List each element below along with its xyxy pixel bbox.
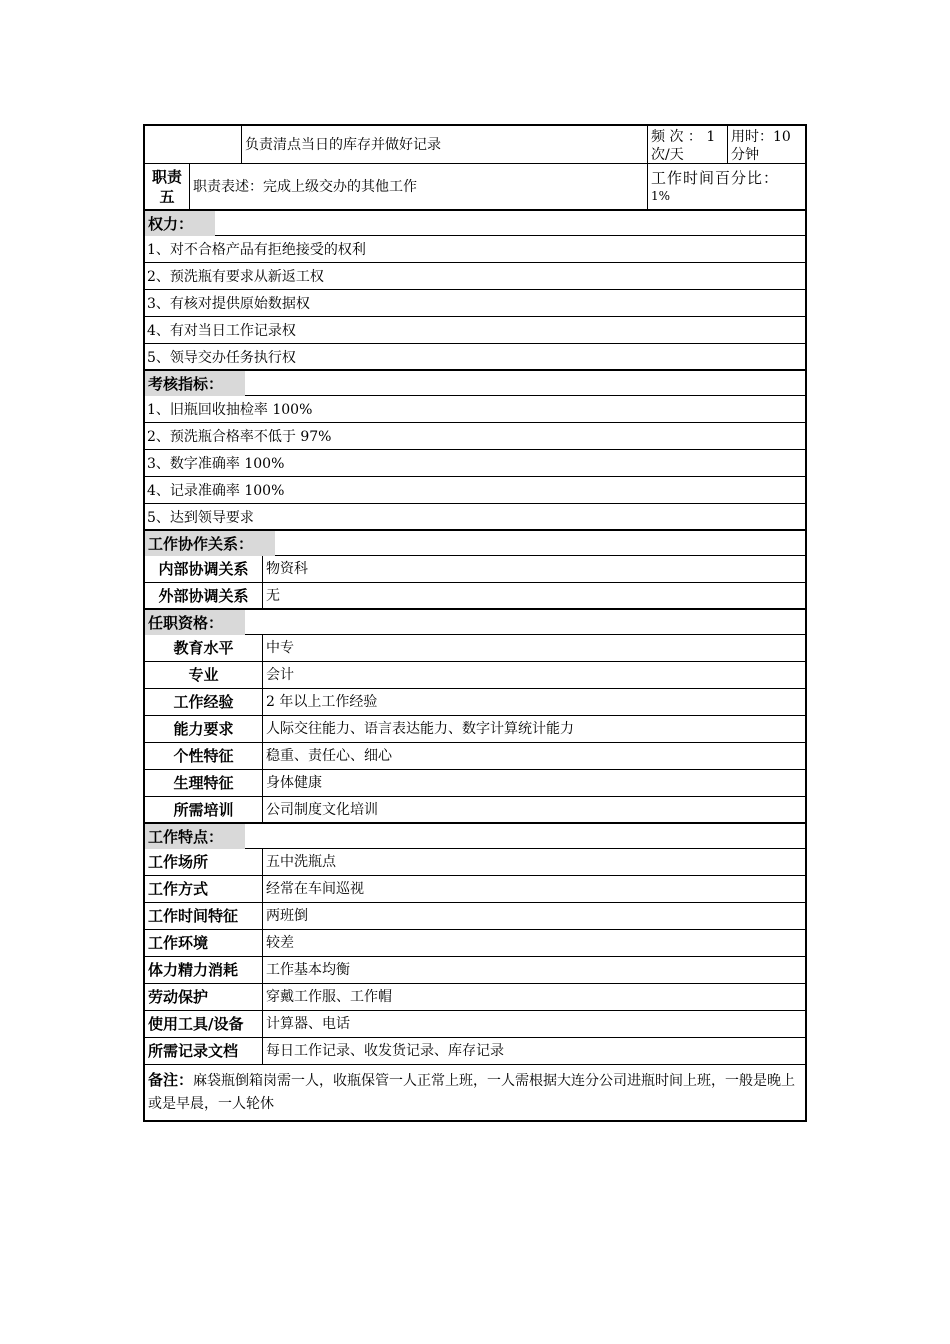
job-description-table (143, 124, 807, 1122)
qualification-row (143, 689, 807, 716)
features-label: 体力精力消耗 (145, 957, 263, 983)
duty5-percent-value: 1% (651, 188, 671, 203)
power-item-text: 1、对不合格产品有拒绝接受的权利 (147, 242, 366, 258)
features-label: 工作方式 (145, 876, 263, 902)
cooperation-label: 外部协调关系 (145, 583, 263, 608)
assessment-item (143, 450, 807, 477)
power-item (143, 263, 807, 290)
features-row (143, 984, 807, 1011)
qualification-label: 个性特征 (145, 743, 263, 769)
qualification-row (143, 662, 807, 689)
power-item-text: 3、有核对提供原始数据权 (147, 296, 310, 312)
features-value: 两班倒 (266, 908, 308, 924)
features-value: 每日工作记录、收发货记录、库存记录 (266, 1043, 504, 1059)
features-value: 较差 (266, 935, 294, 951)
qualification-header-row (143, 610, 807, 635)
features-label: 工作环境 (145, 930, 263, 956)
qualification-row (143, 770, 807, 797)
qualification-label: 能力要求 (145, 716, 263, 742)
features-row (143, 930, 807, 957)
power-header-row (143, 211, 807, 236)
features-label: 劳动保护 (145, 984, 263, 1010)
duty5-percent-label: 工作时间百分比： (651, 168, 780, 187)
qualification-value: 稳重、责任心、细心 (266, 748, 392, 764)
assessment-item-text: 4、记录准确率 100% (147, 483, 285, 499)
features-value: 工作基本均衡 (266, 962, 350, 978)
features-value: 计算器、电话 (266, 1016, 350, 1032)
assessment-item (143, 504, 807, 531)
features-value: 经常在车间巡视 (266, 881, 364, 897)
assessment-header-row (143, 371, 807, 396)
features-row (143, 876, 807, 903)
duty5-description: 职责表述：完成上级交办的其他工作 (190, 164, 648, 209)
cooperation-row (143, 556, 807, 583)
qualification-value: 会计 (266, 667, 294, 683)
cooperation-label: 内部协调关系 (145, 556, 263, 582)
remark-row (143, 1065, 807, 1122)
qualification-row (143, 635, 807, 662)
cooperation-value: 无 (266, 587, 280, 604)
cooperation-header: 工作协作关系： (145, 531, 275, 556)
duty4-frequency: 频 次 ： 1 次/天 (648, 126, 728, 163)
qualification-label: 教育水平 (145, 635, 263, 661)
assessment-item (143, 477, 807, 504)
duty5-percent (648, 164, 805, 209)
power-item (143, 236, 807, 263)
assessment-item-text: 1、旧瓶回收抽检率 100% (147, 402, 313, 418)
duty5-row (143, 164, 807, 211)
power-header: 权力： (145, 211, 215, 236)
qualification-value: 人际交往能力、语言表达能力、数字计算统计能力 (266, 721, 574, 737)
cooperation-value: 物资科 (266, 561, 308, 577)
qualification-label: 工作经验 (145, 689, 263, 715)
features-label: 所需记录文档 (145, 1038, 263, 1064)
features-label: 使用工具/设备 (145, 1011, 263, 1037)
duty4-text: 负责清点当日的库存并做好记录 (242, 126, 648, 163)
power-item-text: 5、领导交办任务执行权 (147, 349, 296, 366)
features-row (143, 957, 807, 984)
features-label: 工作场所 (145, 849, 263, 875)
cooperation-header-row (143, 531, 807, 556)
assessment-item-text: 2、预洗瓶合格率不低于 97% (147, 429, 332, 445)
assessment-item-text: 3、数字准确率 100% (147, 456, 285, 472)
qualification-value: 中专 (266, 640, 294, 656)
power-item (143, 290, 807, 317)
cooperation-row (143, 583, 807, 610)
qualification-row (143, 743, 807, 770)
remark-label: 备注： (148, 1071, 194, 1089)
duty4-time-used: 用时：10 分钟 (731, 129, 791, 163)
features-row (143, 849, 807, 876)
power-item-text: 4、有对当日工作记录权 (147, 323, 296, 339)
features-value: 穿戴工作服、工作帽 (266, 989, 392, 1005)
assessment-item (143, 396, 807, 423)
qualification-row (143, 797, 807, 824)
power-item-text: 2、预洗瓶有要求从新返工权 (147, 269, 324, 285)
assessment-item-text: 5、达到领导要求 (147, 509, 254, 526)
qualification-label: 专业 (145, 662, 263, 688)
features-header: 工作特点： (145, 824, 245, 849)
qualification-label: 生理特征 (145, 770, 263, 796)
qualification-value: 身体健康 (266, 775, 322, 791)
features-value: 五中洗瓶点 (266, 854, 336, 870)
qualification-label: 所需培训 (145, 797, 263, 822)
duty5-label: 职责五 (145, 164, 190, 209)
remark-text: 麻袋瓶倒箱岗需一人，收瓶保管一人正常上班，一人需根据大连分公司进瓶时间上班，一般是晚上或是早晨，一人轮休 (148, 1073, 796, 1112)
qualification-value: 2 年以上工作经验 (266, 694, 378, 710)
features-row (143, 1011, 807, 1038)
remark (145, 1065, 805, 1120)
qualification-row (143, 716, 807, 743)
assessment-header: 考核指标： (145, 371, 245, 396)
power-item (143, 344, 807, 371)
features-row (143, 903, 807, 930)
features-row (143, 1038, 807, 1065)
duty4-row (143, 124, 807, 164)
power-item (143, 317, 807, 344)
qualification-header: 任职资格： (145, 610, 245, 635)
assessment-item (143, 423, 807, 450)
duty4-label-cell (145, 126, 242, 163)
features-header-row (143, 824, 807, 849)
features-label: 工作时间特征 (145, 903, 263, 929)
qualification-value: 公司制度文化培训 (266, 801, 378, 818)
